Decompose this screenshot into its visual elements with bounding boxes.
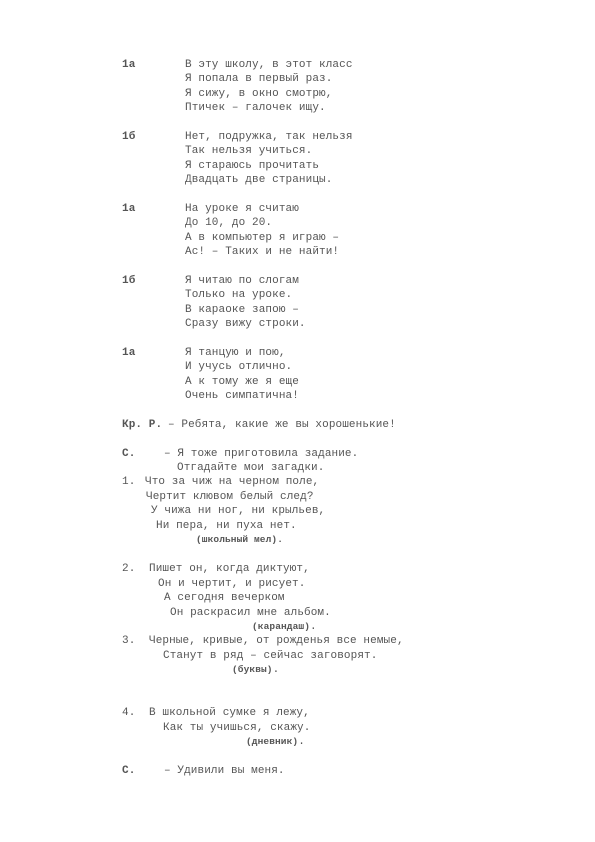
- verse-line: Я танцую и пою,: [185, 347, 286, 359]
- speaker-label: 1а: [122, 347, 136, 359]
- verse-line: Я читаю по слогам: [185, 275, 299, 287]
- speaker-label: С.: [122, 448, 136, 460]
- speaker-label: 1а: [122, 59, 136, 71]
- riddle-line: Ни пера, ни пуха нет.: [156, 520, 297, 532]
- riddle-line: Чертит клювом белый след?: [146, 491, 314, 503]
- verse-line: На уроке я считаю: [185, 203, 299, 215]
- dialogue-line: – Я тоже приготовила задание.: [164, 448, 359, 460]
- verse-line: Ас! – Таких и не найти!: [185, 246, 340, 258]
- verse-line: Сразу вижу строки.: [185, 318, 306, 330]
- verse-line: Я сижу, в окно смотрю,: [185, 88, 333, 100]
- answer-period: .: [310, 621, 317, 633]
- verse-line: А в компьютер я играю –: [185, 232, 340, 244]
- speaker-label: 1б: [122, 275, 136, 287]
- riddle-line: У чижа ни ног, ни крыльев,: [151, 505, 326, 517]
- riddle-answer: (буквы): [232, 664, 273, 675]
- riddle-answer-line: [252, 620, 317, 635]
- riddle-answer: (дневник): [246, 736, 299, 747]
- verse-line: Нет, подружка, так нельзя: [185, 131, 353, 143]
- riddle-line: Пишет он, когда диктуют,: [149, 563, 310, 575]
- verse-line: Птичек – галочек ищу.: [185, 102, 326, 114]
- riddle-answer: (карандаш): [252, 621, 311, 632]
- verse-line: Двадцать две страницы.: [185, 174, 333, 186]
- speaker-label: Кр. Р.: [122, 419, 163, 431]
- verse-line: Только на уроке.: [185, 289, 293, 301]
- speaker-label: 1б: [122, 131, 136, 143]
- riddle-answer-line: [232, 663, 279, 678]
- riddle-answer: (школьный мел).: [196, 534, 284, 545]
- riddle-number: 4.: [122, 707, 136, 719]
- dialogue-line: – Удивили вы меня.: [164, 765, 285, 777]
- dialogue-line: – Ребята, какие же вы хорошенькие!: [168, 419, 396, 431]
- verse-line: Я попала в первый раз.: [185, 73, 333, 85]
- answer-period: .: [298, 736, 305, 748]
- verse-line: Очень симпатична!: [185, 390, 299, 402]
- riddle-line: Что за чиж на черном поле,: [145, 476, 320, 488]
- verse-line: До 10, до 20.: [185, 217, 273, 229]
- dialogue-line: Отгадайте мои загадки.: [177, 462, 325, 474]
- verse-line: В эту школу, в этот класс: [185, 59, 353, 71]
- speaker-label: С.: [122, 765, 136, 777]
- verse-line: И учусь отлично.: [185, 361, 293, 373]
- riddle-line: Как ты учишься, скажу.: [163, 722, 311, 734]
- verse-line: В караоке запою –: [185, 304, 299, 316]
- speaker-label: 1а: [122, 203, 136, 215]
- riddle-number: 2.: [122, 563, 136, 575]
- riddle-line: Он раскрасил мне альбом.: [170, 607, 331, 619]
- riddle-line: Он и чертит, и рисует.: [158, 578, 306, 590]
- riddle-answer-line: [246, 735, 305, 750]
- riddle-number: 1.: [122, 476, 136, 488]
- answer-period: .: [272, 664, 280, 676]
- riddle-line: В школьной сумке я лежу,: [149, 707, 310, 719]
- riddle-line: Черные, кривые, от рожденья все немые,: [149, 635, 404, 647]
- verse-line: Так нельзя учиться.: [185, 145, 313, 157]
- verse-line: Я стараюсь прочитать: [185, 160, 320, 172]
- riddle-line: А сегодня вечерком: [164, 592, 285, 604]
- riddle-number: 3.: [122, 635, 136, 647]
- riddle-line: Станут в ряд – сейчас заговорят.: [163, 650, 378, 662]
- verse-line: А к тому же я еще: [185, 376, 299, 388]
